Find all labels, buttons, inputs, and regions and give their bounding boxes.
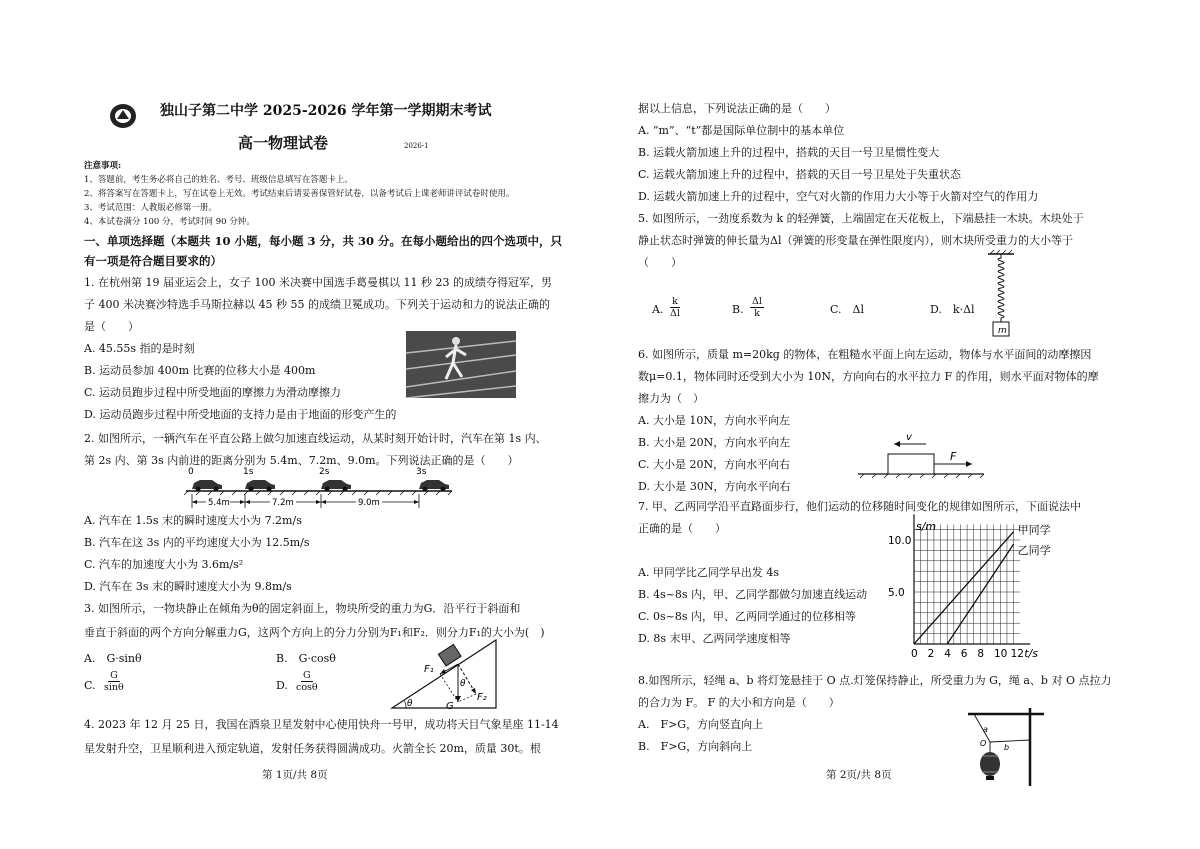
q2-stem: 2. 如图所示，一辆汽车在平直公路上做匀加速直线运动，从某时刻开始计时，汽车在第 1s 内、 xyxy=(84,432,547,445)
note-item: 1、答题前，考生务必将自己的姓名、考号、班级信息填写在答题卡上。 xyxy=(84,175,353,185)
series-label: 甲同学 xyxy=(1017,523,1051,537)
series-line xyxy=(914,532,1014,644)
force-label: F xyxy=(950,450,957,463)
numerator: G xyxy=(303,670,311,681)
y-axis-label: s/m xyxy=(916,520,937,533)
rope-a-label: a xyxy=(983,725,988,734)
q5-stem: 静止状态时弹簧的伸长量为Δl（弹簧的形变量在弹性限度内），则木块所受重力的大小等于 xyxy=(638,234,1073,247)
numerator: G xyxy=(110,670,118,681)
x-tick-label: 4 xyxy=(944,648,951,660)
q7-option-b[interactable]: B. 4s~8s 内，甲、乙同学都做匀加速直线运动 xyxy=(638,588,868,601)
q5-option-b-fraction[interactable] xyxy=(750,296,764,319)
q4-option-c[interactable]: C. 运载火箭加速上升的过程中，搭载的天目一号卫星处于失重状态 xyxy=(638,168,962,181)
section-heading-cont: 有一项是符合题目要求的） xyxy=(84,254,222,268)
distance-label: 7.2m xyxy=(272,498,294,508)
q6-option-d[interactable]: D. 大小是 30N，方向水平向右 xyxy=(638,480,791,493)
denominator: cosθ xyxy=(296,682,318,693)
school-logo xyxy=(108,102,138,130)
q3-option-b[interactable]: B. G·cosθ xyxy=(276,652,336,665)
q6-stem: 6. 如图所示，质量 m=20kg 的物体，在粗糙水平面上向左运动，物体与水平面间的动摩擦因 xyxy=(638,348,1092,361)
page-footer-1: 第 1页/共 8页 xyxy=(262,769,328,781)
q6-stem: 数μ=0.1，物体同时还受到大小为 10N，方向向右的水平拉力 F 的作用，则水平面对物体的摩 xyxy=(638,370,1099,383)
q8-option-a[interactable]: A. F>G，方向竖直向上 xyxy=(638,718,764,731)
school-exam-title: 独山子第二中学 2025-2026 学年第一学期期末考试 xyxy=(160,103,492,119)
block-mass-label: m xyxy=(998,326,1007,336)
gravity-label: G xyxy=(446,701,454,712)
q7-option-c[interactable]: C. 0s~8s 内，甲、乙两同学通过的位移相等 xyxy=(638,610,857,623)
q8-option-b[interactable]: B. F>G，方向斜向上 xyxy=(638,740,753,753)
date-code: 2026-1 xyxy=(404,142,429,150)
q7-option-a[interactable]: A. 甲同学比乙同学早出发 4s xyxy=(638,566,780,579)
q5-option-a-label[interactable]: A. xyxy=(652,303,664,316)
distance-label: 5.4m xyxy=(208,498,230,508)
q4-stem: 4. 2023 年 12 月 25 日，我国在酒泉卫星发射中心使用快舟一号甲，成功将天目气象星座 11-14 xyxy=(84,718,559,731)
time-label: 3s xyxy=(416,467,427,477)
q1-option-a[interactable]: A. 45.55s 指的是时刻 xyxy=(84,342,195,355)
q5-spring-figure xyxy=(986,250,1016,340)
q6-block-figure xyxy=(856,430,986,480)
q6-option-c[interactable]: C. 大小是 20N，方向水平向右 xyxy=(638,458,791,471)
q7-stem: 正确的是（ ） xyxy=(638,522,726,535)
q5-option-b-label[interactable]: B. xyxy=(732,303,744,316)
q4-option-b[interactable]: B. 运载火箭加速上升的过程中，搭载的天目一号卫星惯性变大 xyxy=(638,146,940,159)
q3-stem: 垂直于斜面的两个方向分解重力G，这两个方向上的分力分别为F₁和F₂．则分力F₁的大小为( ) xyxy=(84,626,545,639)
runner-photo xyxy=(406,331,516,398)
force-f2-label: F₂ xyxy=(477,692,487,703)
numerator: Δl xyxy=(752,296,762,307)
q3-option-a[interactable]: A. G·sinθ xyxy=(84,652,142,665)
x-tick-label: 0 xyxy=(911,648,918,660)
q8-lantern-figure xyxy=(966,706,1056,786)
q3-option-c-fraction[interactable] xyxy=(104,670,124,693)
q3-incline-figure xyxy=(388,636,500,712)
force-f1-label: F₁ xyxy=(424,664,434,675)
runner-image xyxy=(406,331,516,398)
section-heading: 一、单项选择题（本题共 10 小题，每小题 3 分，共 30 分。在每小题给出的四个选项中，只 xyxy=(84,234,563,248)
q1-stem: 1. 在杭州第 19 届亚运会上，女子 100 米决赛中国选手葛曼棋以 11 秒 23 的成绩夺得冠军，男 xyxy=(84,276,552,289)
time-label: 2s xyxy=(319,467,330,477)
x-tick-label: 12 xyxy=(1010,648,1024,660)
subject-title: 高一物理试卷 xyxy=(238,134,329,152)
q8-stem: 的合力为 F。 F 的大小和方向是（ ） xyxy=(638,696,840,709)
q5-option-a-fraction[interactable] xyxy=(670,296,680,319)
q3-option-c-label[interactable]: C. xyxy=(84,679,96,692)
q7-displacement-time-graph xyxy=(880,518,1051,664)
incline-angle-label: θ xyxy=(407,699,413,709)
car-icon xyxy=(245,480,275,492)
q1-option-b[interactable]: B. 运动员参加 400m 比赛的位移大小是 400m xyxy=(84,364,316,377)
inner-angle-label: θ xyxy=(460,679,466,689)
q4-option-d[interactable]: D. 运载火箭加速上升的过程中，空气对火箭的作用力大小等于火箭对空气的作用力 xyxy=(638,190,1039,203)
q2-option-d[interactable]: D. 汽车在 3s 末的瞬时速度大小为 9.8m/s xyxy=(84,580,292,593)
rope-b-label: b xyxy=(1004,743,1010,752)
numerator: k xyxy=(672,296,678,307)
car-icon xyxy=(192,480,222,492)
time-label: 0 xyxy=(188,467,194,477)
y-tick-label: 10.0 xyxy=(888,535,912,547)
denominator: k xyxy=(754,308,760,319)
note-item: 2、将答案写在答题卡上，写在试卷上无效。考试结束后请妥善保管好试卷，以备考试后上课老师讲评试卷时使用。 xyxy=(84,189,515,199)
q7-stem: 7. 甲、乙两同学沿平直路面步行，他们运动的位移随时间变化的规律如图所示，下面说法中 xyxy=(638,500,1081,513)
q3-option-d-label[interactable]: D. xyxy=(276,679,288,692)
distance-label: 9.0m xyxy=(358,498,380,508)
q1-stem: 是（ ） xyxy=(84,320,139,333)
x-tick-label: 8 xyxy=(977,648,985,660)
q4-option-a[interactable]: A. “m”、“t”都是国际单位制中的基本单位 xyxy=(638,124,845,137)
exam-page-2 xyxy=(600,0,1200,849)
y-tick-label: 5.0 xyxy=(888,587,905,599)
q6-option-b[interactable]: B. 大小是 20N，方向水平向左 xyxy=(638,436,791,449)
point-o-label: O xyxy=(980,739,987,748)
car-icon xyxy=(321,480,351,492)
q7-option-d[interactable]: D. 8s 末甲、乙两同学速度相等 xyxy=(638,632,791,645)
q1-option-c[interactable]: C. 运动员跑步过程中所受地面的摩擦力为滑动摩擦力 xyxy=(84,386,342,399)
denominator: sinθ xyxy=(104,682,124,693)
q4-stem-cont: 据以上信息，下列说法正确的是（ ） xyxy=(638,102,836,115)
q4-stem: 星发射升空，卫星顺利进入预定轨道，发射任务获得圆满成功。火箭全长 20m，质量 30t。根 xyxy=(84,742,541,755)
denominator: Δl xyxy=(670,308,680,319)
q5-option-c[interactable]: C. Δl xyxy=(830,303,864,316)
page-footer-2: 第 2页/共 8页 xyxy=(826,769,892,781)
time-label: 1s xyxy=(243,467,254,477)
q2-car-figure xyxy=(180,464,460,512)
q2-option-c[interactable]: C. 汽车的加速度大小为 3.6m/s² xyxy=(84,558,244,571)
velocity-label: v xyxy=(906,432,912,443)
notes-title: 注意事项: xyxy=(84,161,122,171)
q6-option-a[interactable]: A. 大小是 10N，方向水平向左 xyxy=(638,414,791,427)
q2-option-a[interactable]: A. 汽车在 1.5s 末的瞬时速度大小为 7.2m/s xyxy=(84,514,302,527)
x-axis-label: t/s xyxy=(1024,647,1038,660)
note-item: 4、本试卷满分 100 分，考试时间 90 分钟。 xyxy=(84,217,255,227)
q6-stem: 擦力为（ ） xyxy=(638,392,704,405)
q8-stem: 8.如图所示，轻绳 a、b 将灯笼悬挂于 O 点.灯笼保持静止，所受重力为 G，绳 a、b 对 O 点拉力 xyxy=(638,674,1112,687)
series-label: 乙同学 xyxy=(1017,544,1051,558)
q2-option-b[interactable]: B. 汽车在这 3s 内的平均速度大小为 12.5m/s xyxy=(84,536,310,549)
car-icon xyxy=(419,480,449,492)
q1-stem: 子 400 米决赛沙特选手马斯拉赫以 45 秒 55 的成绩卫冕成功。下列关于运动和力的说法正确的 xyxy=(84,298,550,311)
q1-option-d[interactable]: D. 运动员跑步过程中所受地面的支持力是由于地面的形变产生的 xyxy=(84,408,397,421)
x-tick-label: 6 xyxy=(960,648,968,660)
q5-stem: （ ） xyxy=(638,256,682,269)
note-item: 3、考试范围：人教版必修第一册。 xyxy=(84,203,217,213)
q3-option-d-fraction[interactable] xyxy=(296,670,318,693)
q5-option-d[interactable]: D. k·Δl xyxy=(930,303,975,316)
q2-stem: 第 2s 内、第 3s 内前进的距离分别为 5.4m、7.2m、9.0m。下列说法正确的是（ ） xyxy=(84,454,519,467)
x-tick-label: 10 xyxy=(994,648,1008,660)
x-tick-label: 2 xyxy=(927,648,935,660)
q5-stem: 5. 如图所示，一劲度系数为 k 的轻弹簧，上端固定在天花板上，下端悬挂一木块。木块处于 xyxy=(638,212,1084,225)
q3-stem: 3. 如图所示，一物块静止在倾角为θ的固定斜面上，物块所受的重力为G．沿平行于斜面和 xyxy=(84,602,521,615)
